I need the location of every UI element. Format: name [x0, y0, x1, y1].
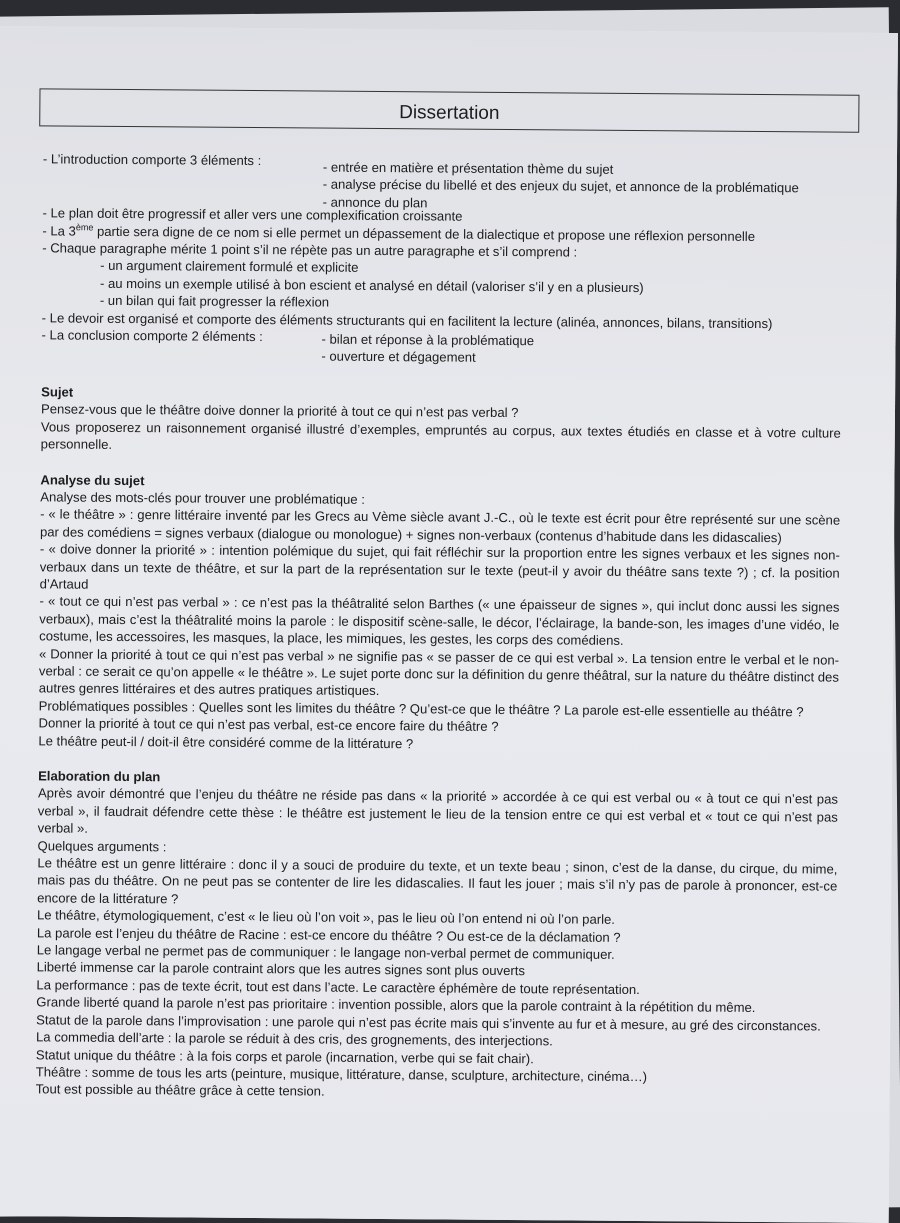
plan-paragraph: La parole est l’enjeu du théâtre de Racine : est-ce encore du théâtre ? Ou est-ce de la déclamation ?: [36, 924, 621, 945]
plan-paragraph: Grande liberté quand la parole n’est pas prioritaire : invention possible, alors que la parole contraint à la répétition du même.: [36, 994, 756, 1016]
intro-sub-item: - entrée en matière et présentation thème du sujet: [322, 159, 614, 177]
document-body: [36, 150, 843, 1104]
analyse-paragraph: Le théâtre peut-il / doit-il être considéré comme de la littérature ?: [38, 732, 414, 751]
sujet-heading: Sujet: [41, 384, 74, 400]
analyse-paragraph: « Donner la priorité à tout ce qui n’est pas verbal » ne signifie pas « se passer de ce qui est verbal ». La tension entre le verbal et le non-verbal : ce serait ce qu’on appelle « le théâtre ». Le sujet porte donc sur la définition du genre théâtral, sur la nature du théâtre distinct des autres genres littéraires et des autres pratiques artistiques.: [38, 645, 840, 699]
plan-paragraph: Le théâtre est un genre littéraire : donc il y a souci de produire du texte, et un texte beau ; sinon, c’est de la danse, du cirque, du mime, mais pas du théâtre. On ne peut pas se contenter de lire les didascalies. Il faut les jouer ; mais s’il n’y pas de parole à prononcer, est-ce encore de la littérature ?: [37, 855, 838, 907]
structure-requirement: - Le devoir est organisé et comporte des éléments structurants qui en facilitent la lecture (alinéa, annonces, bilans, transitions): [41, 310, 773, 331]
intro-item: [42, 150, 843, 177]
plan-paragraph: Liberté immense car la parole contraint alors que les autres signes sont plus ouverts: [36, 959, 526, 979]
intro-lead: - L’introduction comporte 3 éléments :: [42, 151, 262, 169]
plan-paragraph: Théâtre : somme de tous les arts (peinture, musique, littérature, danse, sculpture, architecture, cinéma…): [35, 1064, 648, 1085]
analyse-paragraph: Donner la priorité à tout ce qui n’est pas verbal, est-ce encore faire du théâtre ?: [38, 715, 499, 735]
analyse-heading: Analyse du sujet: [40, 471, 145, 488]
conclusion-sub-item: - ouverture et dégagement: [321, 349, 476, 366]
third-part-requirement: - La 3ème partie sera digne de ce nom si elle permet un dépassement de la dialectique et propose une réflexion personnelle: [42, 221, 756, 244]
conclusion-lead: - La conclusion comporte 2 éléments :: [41, 327, 263, 345]
analyse-paragraph: - « le théâtre » : genre littéraire inventé par les Grecs au Vème siècle avant J.-C., où le texte est écrit pour être représenté sur une scène par des comédiens = signes verbaux (dialogue ou monologue) + signes non-verbaux (contenus d’habitude dans les didascalies): [39, 506, 841, 545]
sujet-line: Vous proposerez un raisonnement organisé illustré d’exemples, empruntés au corpus, aux textes étudiés en classe et à votre culture personnelle.: [40, 419, 841, 453]
page-title: Dissertation: [399, 102, 500, 124]
plan-paragraph: Le théâtre, étymologiquement, c’est « le lieu où l’on voit », pas le lieu où l’on entend ni où l’on parle.: [36, 907, 616, 928]
paragraph-requirement: - Chaque paragraphe mérite 1 point s’il ne répète pas un autre paragraphe et s’il comprend :: [42, 240, 578, 260]
plan-paragraph: Le langage verbal ne permet pas de communiquer : le langage non-verbal permet de communiquer.: [36, 942, 615, 962]
paragraph-sub-item: - un bilan qui fait progresser la réflexion: [99, 293, 330, 310]
analyse-paragraph: - « tout ce qui n’est pas verbal » : ce n’est pas la théâtralité selon Barthes (« une épaisseur de signes », qui inclut donc aussi les signes verbaux), mais c’est la théâtralité moins la parole : le dispositif scène-salle, le décor, l’éclairage, la bande-son, les images d’une vidéo, le costume, les accessoires, les masques, la place, les mimiques, les gestes, les corps des comédiens.: [39, 593, 840, 649]
plan-paragraph: Statut de la parole dans l’improvisation : une parole qui n’est pas écrite mais qui s’invente au fur et à mesure, au gré des circonstances.: [36, 1012, 821, 1034]
document-page: [0, 26, 898, 1223]
analyse-paragraph: Problématiques possibles : Quelles sont les limites du théâtre ? Qu’est-ce que le théâtre ? La parole est-elle essentielle au théâtre ?: [38, 698, 804, 720]
paragraph-sub-item: - au moins un exemple utilisé à bon escient et analysé en détail (valoriser s’il y en a plusieurs): [99, 275, 644, 295]
conclusion-sub-item: - bilan et réponse à la problématique: [321, 331, 535, 349]
title-box: [39, 88, 859, 132]
analyse-paragraph: - « doive donner la priorité » : intention polémique du sujet, qui fait réfléchir sur la proportion entre les signes verbaux et les signes non-verbaux dans un texte de théâtre, et sur la part de la représentation sur le texte (peut-il y avoir du théâtre sans texte ?) ; cf. la position d’Artaud: [39, 541, 840, 592]
plan-paragraph: La commedia dell’arte : la parole se réduit à des cris, des grognements, des interjections.: [36, 1029, 553, 1049]
plan-heading: Elaboration du plan: [38, 768, 161, 785]
plan-paragraph: Quelques arguments :: [37, 837, 167, 854]
paragraph-sub-item: - un argument clairement formulé et explicite: [100, 258, 359, 276]
intro-sub-item: - analyse précise du libellé et des enjeux du sujet, et annonce de la problématique: [322, 176, 799, 196]
plan-paragraph: Tout est possible au théâtre grâce à cette tension.: [35, 1081, 325, 1099]
plan-paragraph: La performance : pas de texte écrit, tout est dans l’acte. Le caractère éphémère de toute représentation.: [36, 977, 640, 997]
analyse-paragraph: Analyse des mots-clés pour trouver une problématique :: [40, 489, 365, 507]
intro-sub-item: - annonce du plan: [322, 194, 428, 211]
plan-requirement: - Le plan doit être progressif et aller vers une complexification croissante: [42, 205, 463, 224]
sujet-line: Pensez-vous que le théâtre doive donner la priorité à tout ce qui n’est pas verbal ?: [40, 401, 519, 421]
plan-paragraph: Après avoir démontré que l’enjeu du théâtre ne réside pas dans « la priorité » accordée à ce qui est verbal ou « à tout ce qui n’est pas verbal », il faudrait défendre cette thèse : le théâtre est justement le lieu de la tension entre ce qui est verbal et « tout ce qui n’est pas verbal ».: [37, 785, 839, 836]
plan-paragraph: Statut unique du théâtre : à la fois corps et parole (incarnation, verbe qui se fait chair).: [35, 1046, 534, 1066]
